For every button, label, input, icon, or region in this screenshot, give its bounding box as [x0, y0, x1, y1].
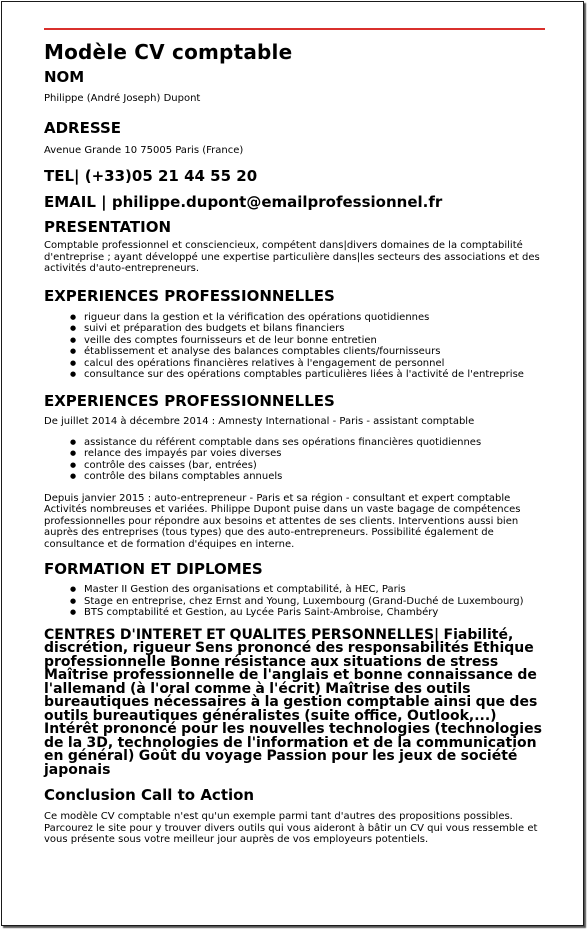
cv-document	[44, 28, 546, 846]
list-item: ● BTS comptabilité et Gestion, au Lycée Paris Saint-Ambroise, Chambéry	[84, 607, 546, 619]
top-red-rule	[44, 28, 545, 30]
presentation-heading: PRESENTATION	[44, 218, 172, 236]
list-item: ● relance des impayés par voies diverses	[84, 448, 546, 460]
nom-value: Philippe (André Joseph) Dupont	[44, 93, 201, 104]
experiences-heading-2: EXPERIENCES PROFESSIONNELLES	[44, 391, 335, 410]
adresse-heading: ADRESSE	[44, 119, 122, 137]
list-item: ● contrôle des caisses (bar, entrées)	[84, 460, 546, 472]
list-item: ● veille des comptes fournisseurs et de leur bonne entretien	[84, 335, 546, 347]
experiences-list-2	[44, 437, 546, 483]
list-item: ● suivi et préparation des budgets et bilans financiers	[84, 323, 546, 335]
adresse-value: Avenue Grande 10 75005 Paris (France)	[44, 145, 244, 156]
list-item: ● rigueur dans la gestion et la vérification des opérations quotidiennes	[84, 312, 546, 324]
list-item: ● assistance du référent comptable dans ses opérations financières quotidiennes	[84, 437, 546, 449]
list-item: ● Stage en entreprise, chez Ernst and Young, Luxembourg (Grand-Duché de Luxembourg)	[84, 596, 546, 608]
list-item: ● établissement et analyse des balances comptables clients/fournisseurs	[84, 346, 546, 358]
experiences-list-1	[44, 312, 546, 381]
email-line: EMAIL | philippe.dupont@emailprofessionnel.fr	[44, 193, 443, 211]
list-item: ● Master II Gestion des organisations et comptabilité, à HEC, Paris	[84, 584, 546, 596]
job-2-text: Depuis janvier 2015 : auto-entrepreneur - Paris et sa région - consultant et expert comptable Activités nombreuses et variées. Philippe Dupont puise dans un vaste bagage de compétences professionnelles pour répondre aux besoins et attentes de ses clients. Interventions aussi bien auprès des entreprises (tous types) que des auto-entrepreneurs. Possibilité également de consultance et de formation d'équipes en interne.	[44, 492, 521, 550]
formation-heading: FORMATION ET DIPLOMES	[44, 560, 263, 578]
list-item: ● contrôle des bilans comptables annuels	[84, 471, 546, 483]
conclusion-heading: Conclusion Call to Action	[44, 786, 255, 804]
interets-block: CENTRES D'INTERET ET QUALITES PERSONNELLES| Fiabilité, discrétion, rigueur Sens prononcé des responsabilités Ethique professionnelle Bonne résistance aux situations de stress Maîtrise professionnelle de l'anglais et bonne connaissance de l'allemand (à l'oral comme à l'écrit) Maîtrise des outils bureautiques nécessaires à la gestion comptable ainsi que des outils bureautiques généralistes (suite office, Outlook,...) Intérêt prononcé pour les nouvelles technologies (technologies de la 3D, technologies de l'information et de la communication en général) Goût du voyage Passion pour les jeux de société japonais	[44, 626, 542, 778]
nom-heading: NOM	[44, 68, 85, 86]
document-title: Modèle CV comptable	[44, 40, 293, 64]
tel-line: TEL| (+33)05 21 44 55 20	[44, 167, 258, 185]
experiences-heading-1: EXPERIENCES PROFESSIONNELLES	[44, 286, 335, 305]
list-item: ● consultance sur des opérations comptables particulières liées à l'activité de l'entreprise	[84, 369, 546, 381]
job-1-line: De juillet 2014 à décembre 2014 : Amnesty International - Paris - assistant comptable	[44, 415, 475, 427]
presentation-text: Comptable professionnel et consciencieux, compétent dans|divers domaines de la comptabilité d'entreprise ; ayant développé une expertise particulière dans|les secteurs des associations et des activités d'auto-entrepreneurs.	[44, 240, 540, 274]
list-item: ● calcul des opérations financières relatives à l'engagement de personnel	[84, 358, 546, 370]
formation-list	[44, 584, 546, 619]
conclusion-text: Ce modèle CV comptable n'est qu'un exemple parmi tant d'autres des propositions possibles. Parcourez le site pour y trouver divers outils qui vous aideront à bâtir un CV qui vous ressemble et vous présente sous votre meilleur jour auprès de vos employeurs potentiels.	[44, 811, 538, 845]
